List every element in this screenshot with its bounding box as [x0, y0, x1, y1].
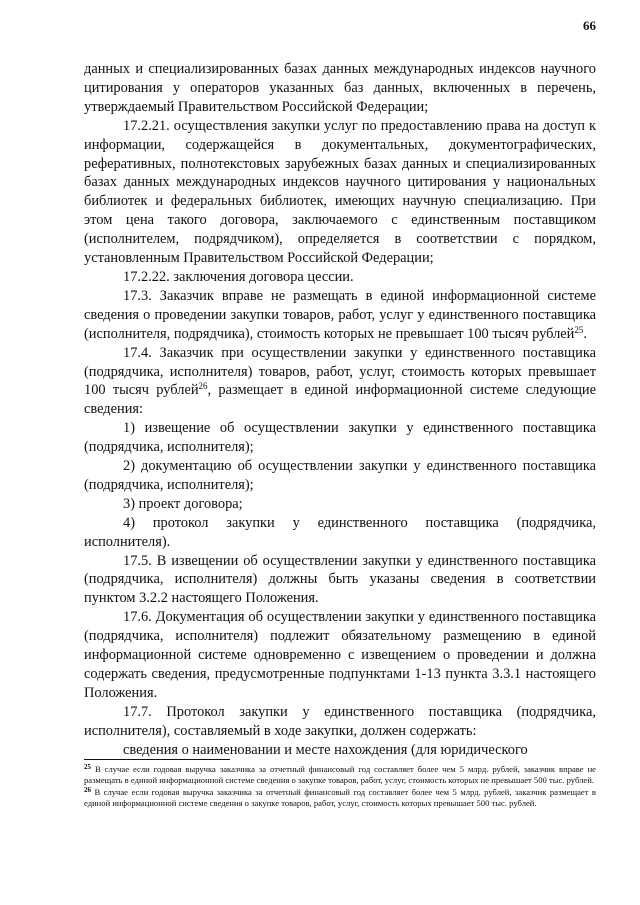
- list-item: 4) протокол закупки у единственного поставщика (подрядчика, исполнителя).: [84, 514, 596, 550]
- list-item: 3) проект договора;: [123, 495, 243, 512]
- footnote: [84, 764, 596, 787]
- paragraph: [84, 344, 596, 420]
- paragraph: [84, 287, 596, 344]
- paragraph: 17.2.22. заключения договора цессии.: [123, 268, 354, 285]
- paragraph-text: 17.3. Заказчик вправе не размещать в единой информационной системе сведения о проведении закупки товаров, работ, услуг у единственного поставщика (исполнителя, подрядчика), стоимость которых не превышает 100 тысяч рублей: [84, 287, 596, 342]
- body-text: [84, 60, 596, 760]
- list-item: 2) документацию об осуществлении закупки у единственного поставщика (подрядчика, исполнителя);: [84, 458, 596, 493]
- footnote-text: В случае если годовая выручка заказчика за отчетный финансовый год составляет более чем 5 млрд. рублей, заказчик вправе не размещать в единой информационной системе сведения о закупке товаров, работ, услуг, стоимость которых не превышает 500 тыс. рублей.: [84, 764, 596, 786]
- paragraph: сведения о наименовании и месте нахождения (для юридического: [123, 741, 528, 758]
- footnote-mark: 26: [84, 785, 91, 794]
- paragraph: 17.5. В извещении об осуществлении закупки у единственного поставщика (подрядчика, исполнителя) должны быть указаны сведения в соответствии пунктом 3.2.2 настоящего Положения.: [84, 552, 596, 607]
- footnote-ref: 25: [574, 324, 584, 335]
- footnote: [84, 787, 596, 810]
- paragraph: 17.2.21. осуществления закупки услуг по предоставлению права на доступ к информации, содержащейся в документальных, документографических, реферативных, полнотекстовых зарубежных базах данных и специализированных базах данных международных индексов научного цитирования у национальных библиотек и федеральных библиотек, имеющих научную специализацию. При этом цена такого договора, заключаемого с единственным поставщиком (исполнителем, подрядчиком), определяется в соответствии с порядком, установленным Правительством Российской Федерации;: [84, 117, 596, 267]
- paragraph-text-tail: , размещает в единой информационной системе следующие сведения:: [84, 382, 596, 418]
- paragraph: данных и специализированных базах данных международных индексов научного цитирования у операторов указанных баз данных, включенных в перечень, утверждаемый Правительством Российской Федерации;: [84, 61, 596, 115]
- paragraph-text: 17.4. Заказчик при осуществлении закупки у единственного поставщика (подрядчика, исполнителя) товаров, работ, услуг, стоимость которых превышает 100 тысяч рублей: [84, 344, 596, 399]
- footnote-mark: 25: [84, 763, 91, 771]
- list-item: 1) извещение об осуществлении закупки у единственного поставщика (подрядчика, исполнителя);: [84, 420, 596, 456]
- paragraph-text-tail: .: [583, 325, 587, 342]
- footnote-text: В случае если годовая выручка заказчика за отчетный финансовый год составляет более чем 5 млрд. рублей, заказчик размещает в единой информационной системе сведения о закупке товаров, работ, услуг, стоимость которых превышает 500 тыс. рублей.: [84, 786, 596, 809]
- paragraph: 17.7. Протокол закупки у единственного поставщика (подрядчика, исполнителя), составляемый в ходе закупки, должен содержать:: [84, 703, 596, 739]
- footnote-ref: 26: [198, 381, 208, 392]
- paragraph: 17.6. Документация об осуществлении закупки у единственного поставщика (подрядчика, исполнителя) подлежит обязательному размещению в единой информационной системе одновременно с извещением о проведении и должна содержать сведения, предусмотренные подпунктами 1-13 пункта 3.3.1 настоящего Положения.: [84, 609, 596, 701]
- page-number: 66: [583, 18, 596, 33]
- footnote-separator: [84, 759, 230, 760]
- footnotes: [84, 764, 596, 810]
